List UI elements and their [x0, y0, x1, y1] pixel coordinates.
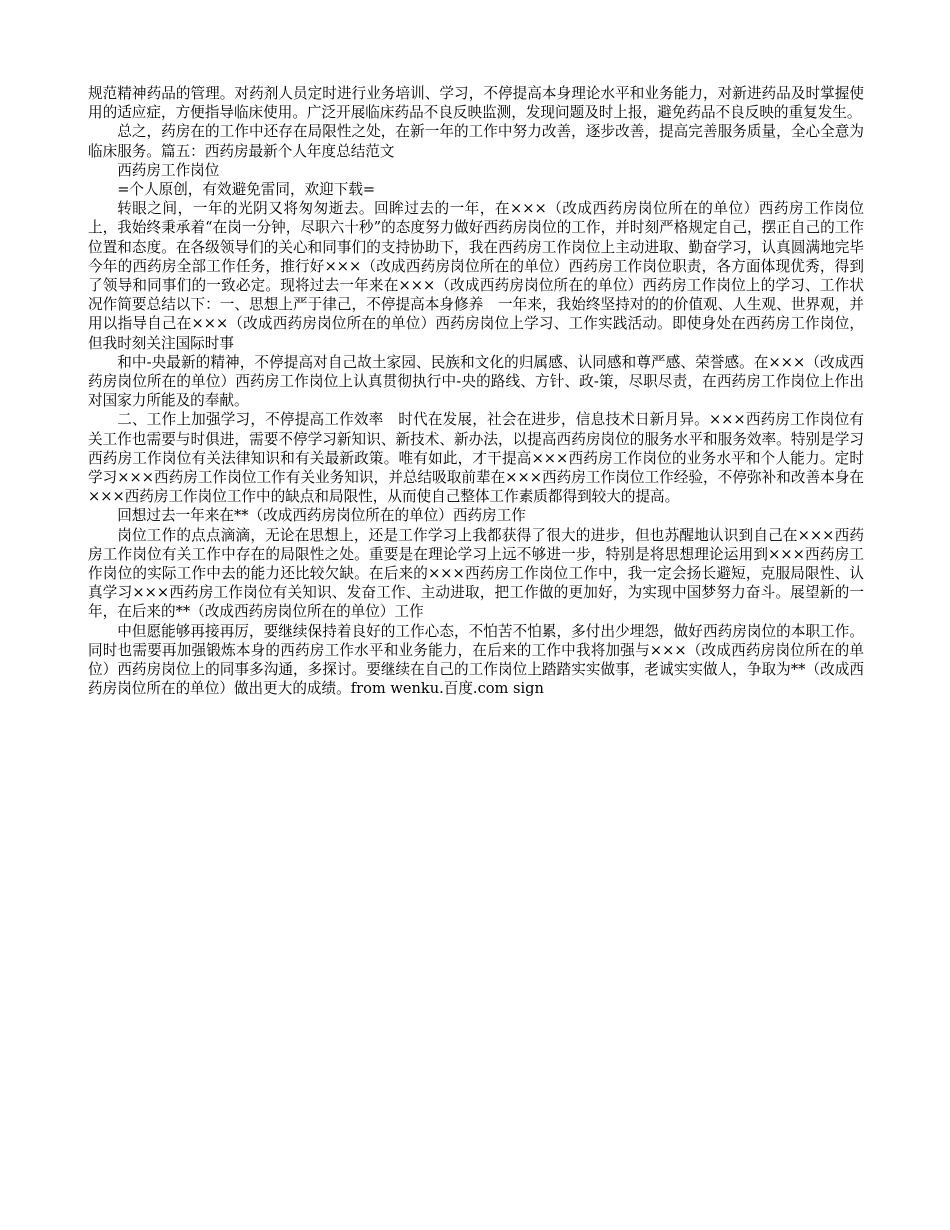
paragraph: 转眼之间，一年的光阴又将匆匆逝去。回眸过去的一年，在×××（改成西药房岗位所在的单位）西药房工作岗位上，我始终秉承着“在岗一分钟，尽职六十秒”的态度努力做好西药房岗位的工作，并时刻严格规定自己，摆正自己的工作位置和态度。在各级领导们的关心和同事们的支持协助下，我在西药房工作岗位上主动进取、勤奋学习，认真圆满地完毕今年的西药房全部工作任务，推行好×××（改成西药房岗位所在的单位）西药房工作岗位职责，各方面体现优秀，得到了领导和同事们的一致必定。现将过去一年来在×××（改成西药房岗位所在的单位）西药房工作岗位上的学习、工作状况作简要总结以下：一、思想上严于律己，不停提高本身修养 一年来，我始终坚持对的的价值观、人生观、世界观，并用以指导自己在×××（改成西药房岗位所在的单位）西药房岗位上学习、工作实践活动。即使身处在西药房工作岗位，但我时刻关注国际时事 — [88, 200, 864, 352]
paragraph: 中但愿能够再接再厉，要继续保持着良好的工作心态，不怕苦不怕累，多付出少埋怨，做好西药房岗位的本职工作。同时也需要再加强锻炼本身的西药房工作水平和业务能力，在后来的工作中我将加强与×××（改成西药房岗位所在的单位）西药房岗位上的同事多沟通，多探讨。要继续在自己的工作岗位上踏踏实实做事，老诚实实做人，争取为**（改成西药房岗位所在的单位）做出更大的成绩。from wenku.百度.com sign — [88, 622, 864, 698]
section-heading: 西药房工作岗位 — [117, 161, 220, 179]
paragraph: 和中-央最新的精神，不停提高对自己故土家园、民族和文化的归属感、认同感和尊严感、荣誉感。在×××（改成西药房岗位所在的单位）西药房工作岗位上认真贯彻执行中-央的路线、方针、政-策，尽职尽责，在西药房工作岗位上作出对国家力所能及的奉献。 — [88, 353, 864, 410]
original-notice: =个人原创，有效避免雷同，欢迎下载= — [117, 181, 376, 199]
paragraph: 回想过去一年来在**（改成西药房岗位所在的单位）西药房工作 — [117, 507, 526, 525]
paragraph: 二、工作上加强学习，不停提高工作效率 时代在发展，社会在进步，信息技术日新月异。×××西药房工作岗位有关工作也需要与时俱进，需要不停学习新知识、新技术、新办法，以提高西药房岗位的服务水平和服务效率。特别是学习西药房工作岗位有关法律知识和有关最新政策。唯有如此，才干提高×××西药房工作岗位的业务水平和个人能力。定时学习×××西药房工作岗位工作有关业务知识，并总结吸取前辈在×××西药房工作岗位工作经验，不停弥补和改善本身在×××西药房工作岗位工作中的缺点和局限性，从而使自己整体工作素质都得到较大的提高。 — [88, 411, 864, 506]
paragraph: 规范精神药品的管理。对药剂人员定时进行业务培训、学习，不停提高本身理论水平和业务能力，对新进药品及时掌握使用的适应症，方便指导临床使用。广泛开展临床药品不良反映监测，发现问题及时上报，避免药品不良反映的重复发生。 — [88, 85, 864, 122]
paragraph: 岗位工作的点点滴滴，无论在思想上，还是工作学习上我都获得了很大的进步，但也苏醒地认识到自己在×××西药房工作岗位有关工作中存在的局限性之处。重要是在理论学习上远不够进一步，特别是将思想理论运用到×××西药房工作岗位的实际工作中去的能力还比较欠缺。在后来的×××西药房工作岗位工作中，我一定会扬长避短，克服局限性、认真学习×××西药房工作岗位有关知识、发奋工作、主动进取，把工作做的更加好，为实现中国梦努力奋斗。展望新的一年，在后来的**（改成西药房岗位所在的单位）工作 — [88, 526, 864, 621]
document-body — [88, 84, 864, 699]
paragraph: 总之，药房在的工作中还存在局限性之处，在新一年的工作中努力改善，逐步改善，提高完善服务质量，全心全意为临床服务。篇五：西药房最新个人年度总结范文 — [88, 123, 864, 160]
